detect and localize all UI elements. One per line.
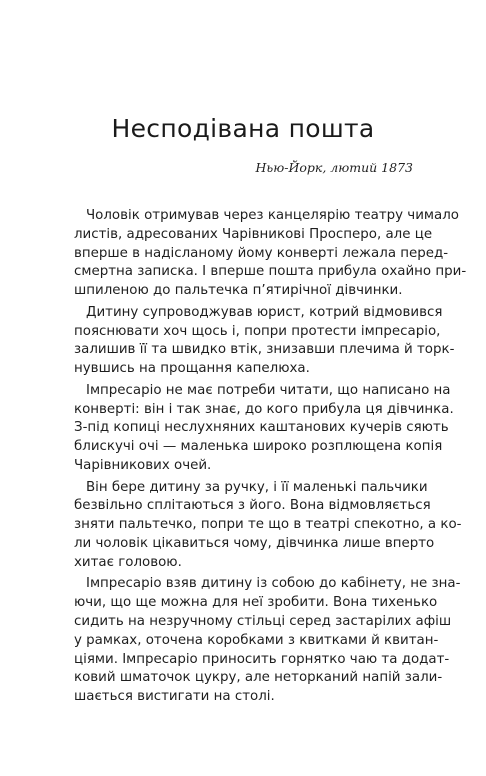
text-line: нувшись на прощання капелюха. — [74, 361, 310, 377]
text-line: ючи, що ще можна для неї зробити. Вона тихенько — [74, 595, 438, 611]
text-line: Імпресаріо не має потреби читати, що написано на — [86, 382, 451, 398]
text-line: сидить на незручному стільці серед застарілих афіш — [74, 613, 452, 629]
text-line: шається вистигати на столі. — [74, 689, 275, 705]
text-line: смертна записка. І вперше пошта прибула охайно при- — [74, 264, 467, 280]
text-line: Імпресаріо взяв дитину із собою до кабінету, не зна- — [86, 576, 461, 592]
text-line: шпиленою до пальтечка п’ятирічної дівчинки. — [74, 283, 403, 299]
text-line: у рамках, оточена коробками з квитками й квитан- — [74, 632, 439, 648]
text-line: блискучі очі — маленька широко розплющена копія — [74, 439, 443, 455]
text-line: зняти пальтечко, попри те що в театрі спекотно, а ко- — [74, 517, 462, 533]
text-line: безвільно сплітаються з його. Вона відмовляється — [74, 498, 431, 514]
text-line: пояснювати хоч щось і, попри протести імпресаріо, — [74, 323, 441, 339]
text-line: Чоловік отримував через канцелярію театру чимало — [86, 208, 459, 223]
text-line: ли чоловік цікавиться чому, дівчинка лише вперто — [74, 535, 435, 551]
paragraph-1 — [74, 207, 467, 301]
chapter-dateline: Нью-Йорк, лютий 1873 — [255, 160, 413, 175]
paragraph-5 — [74, 575, 461, 707]
text-line: вперше в надісланому йому конверті лежала перед- — [74, 245, 449, 261]
text-line: конверті: він і так знає, до кого прибула ця дівчинка. — [74, 401, 454, 417]
text-line: ковий шматочок цукру, але неторканий напій зали- — [74, 670, 443, 686]
text-line: ціями. Імпресаріо приносить горнятко чаю та додат- — [74, 651, 450, 667]
text-line: залишив її та швидко втік, знизавши плечима й торк- — [74, 342, 455, 358]
text-line: листів, адресованих Чарівникові Просперо, але це — [74, 226, 433, 242]
text-line: хитає головою. — [74, 554, 182, 570]
text-line: З-під копиці неслухняних каштанових кучерів сяють — [74, 420, 449, 436]
paragraph-3 — [74, 382, 454, 476]
text-line: Він бере дитину за ручку, і її маленькі пальчики — [86, 479, 428, 495]
paragraph-2 — [74, 304, 455, 379]
paragraph-4 — [74, 479, 462, 573]
body-text — [74, 207, 467, 707]
chapter-title: Несподівана пошта — [111, 114, 375, 143]
text-line: Чарівникових очей. — [74, 457, 212, 473]
text-line: Дитину супроводжував юрист, котрий відмовився — [86, 304, 443, 320]
